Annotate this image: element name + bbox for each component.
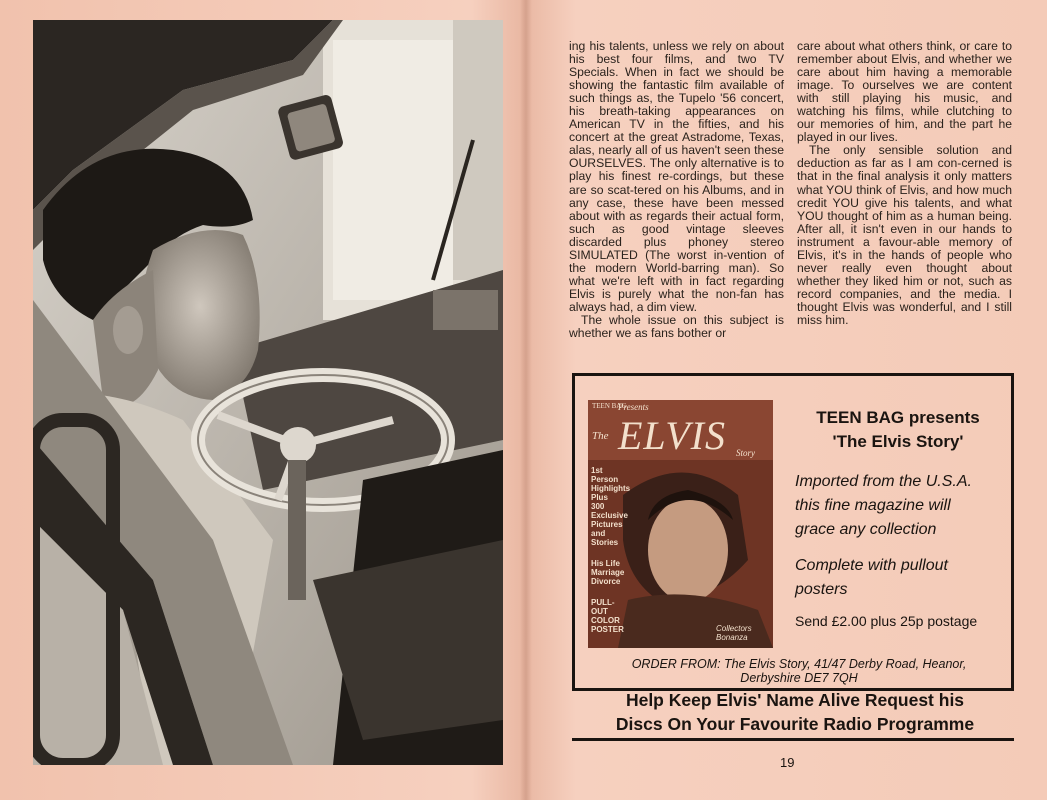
footer-slogan-line1: Help Keep Elvis' Name Alive Request his [625,690,965,710]
article-paragraph: The only sensible solution and deduction as far as I am con-cerned is that in the final analysis it only matters what YOU think of Elvis, and how much credit YOU give his talents, and what YOU thought of him as a human being. After all, it isn't even in our hands to instrument a favour-able memory of Elvis, it's in the hands of people who never really even thought about whether they liked him or not, such as record companies, and the media. I thought Elvis was wonderful, and I still miss him. [797,143,1012,327]
advertisement-box [572,373,1014,691]
elvis-car-photo [33,20,503,765]
footer-rule [572,738,1014,741]
article-column-right [797,40,1012,327]
ad-title-line1: TEEN BAG presents [816,408,980,427]
ad-price: Send £2.00 plus 25p postage [795,613,978,629]
article-paragraph: The whole issue on this subject is whether we as fans bother or [569,312,784,341]
magazine-corner-text: Collectors Bonanza [716,624,752,642]
elvis-story-magazine-cover [588,400,773,648]
article-paragraph: ing his talents, unless we rely on about his best four films, and two TV Specials. When in fact we should be showing the fantastic film available of such things as, the Tupelo '56 concert, his breath-taking appearances on American TV in the fifties, and his concert at the great Astradome, Texas, alas, nearly all of us haven't seen these OURSELVES. The only alternative is to play his finest re-cordings, but these are so scat-tered on his Albums, and in any case, these have been messed about with as regards their actual form, such as good vintage sleeves discarded plus phoney stereo SIMULATED (The worst in-vention of the modern World-barring man). So what we're left with in fact regarding Elvis is purely what the non-fan has always had, a dim view. [569,39,784,314]
ad-description: Imported from the U.S.A. this fine magazine will grace any collection [795,473,972,538]
page-number: 19 [780,755,795,770]
article-paragraph: care about what others think, or care to remember about Elvis, and whether we care about him having a memorable image. To ourselves we are content with still playing his music, and watching his films, while clutching to our memories of him, and the part he played in our lives. [797,39,1012,145]
page-gutter [520,0,532,800]
magazine-presents: Presents [618,402,649,412]
magazine-the: The [592,430,609,442]
footer-slogan-line2: Discs On Your Favourite Radio Programme [615,714,975,734]
ad-description-2: Complete with pullout posters [795,557,948,598]
ad-title-line2: 'The Elvis Story' [832,432,964,451]
ad-order-address: ORDER FROM: The Elvis Story, 41/47 Derby Road, Heanor, Derbyshire DE7 7QH [631,657,967,685]
article-column-left [569,40,784,340]
magazine-title: ELVIS [618,413,726,458]
magazine-story: Story [736,448,755,458]
magazine-cover-lines: 1st Person Highlights Plus 300 Exclusive Pictures and Stories His Life Marriage Divorce PULL-OUT COLOR POSTER [591,466,631,634]
teen-bag-logo: TEEN BAG [592,402,627,410]
